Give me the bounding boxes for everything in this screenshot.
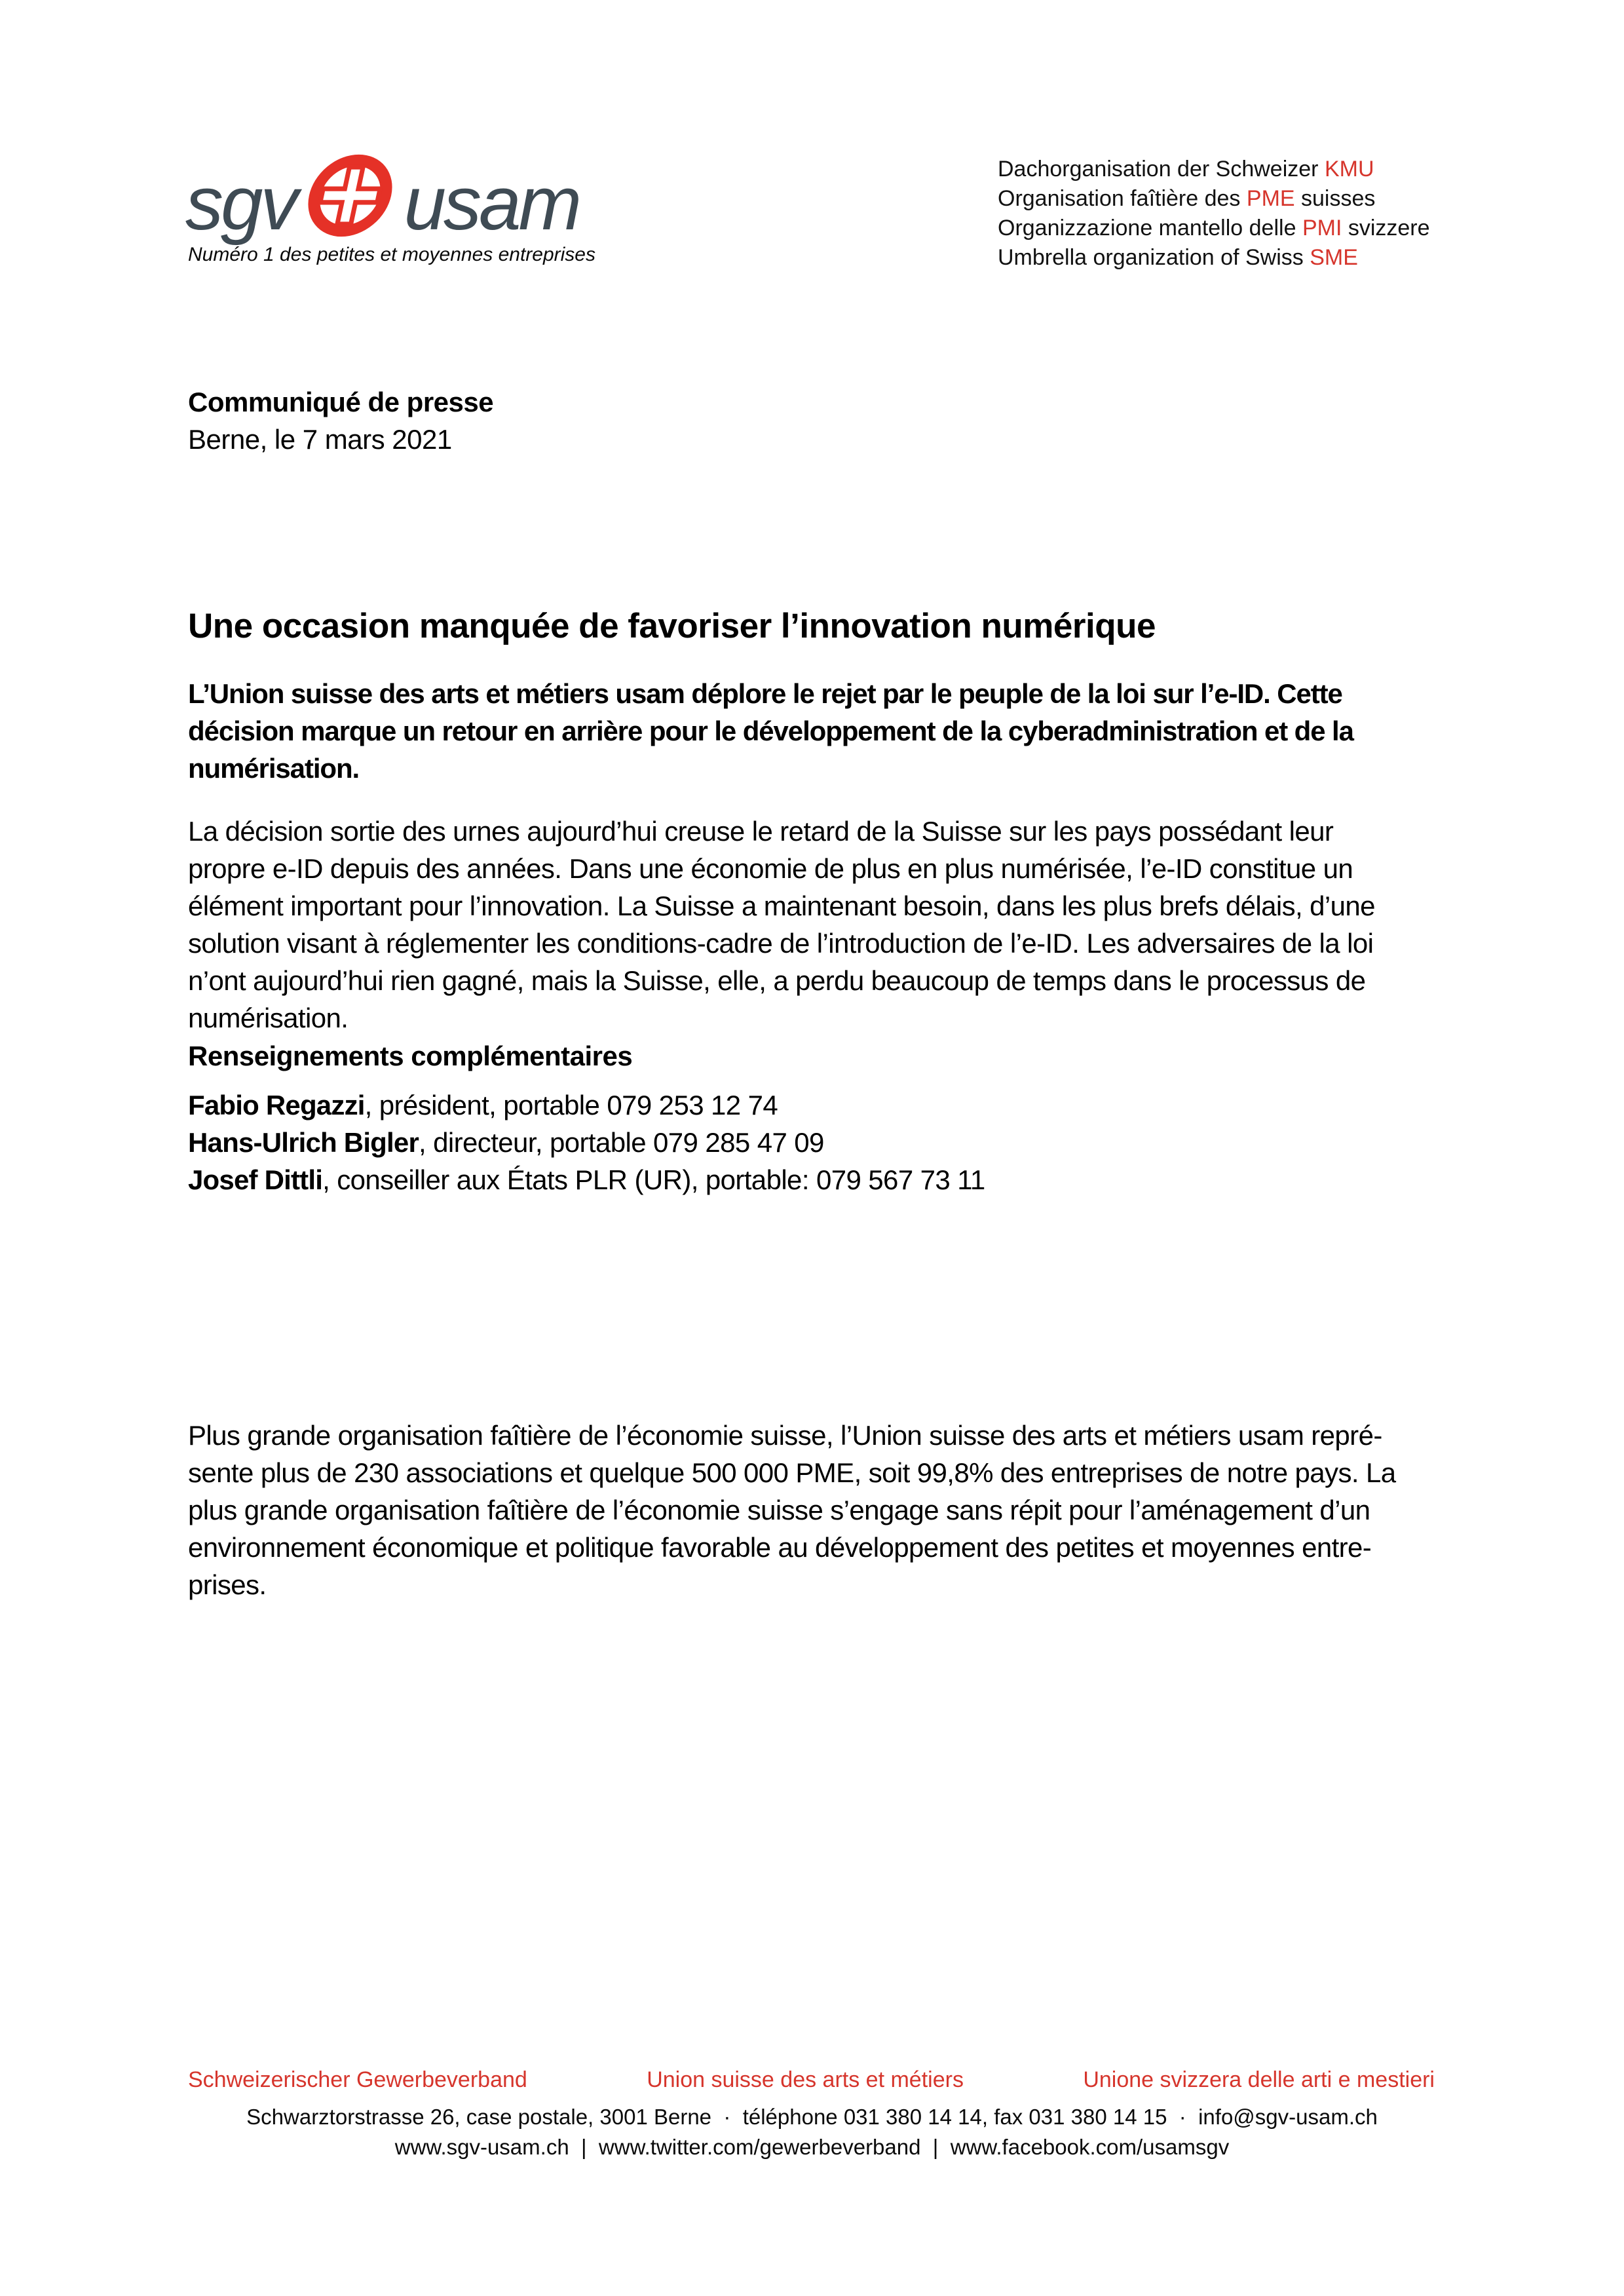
body-line: n’ont aujourd’hui rien gagné, mais la Suisse, elle, a perdu beaucoup de temps dans le processus de <box>188 965 1366 996</box>
contact-row <box>188 1161 985 1198</box>
boilerplate-line: plus grande organisation faîtière de l’économie suisse s’engage sans répit pour l’aménagement d’un <box>188 1495 1370 1525</box>
org-line-it <box>998 214 1430 243</box>
logo-sgv-text: sgv <box>185 160 296 246</box>
footer-web-links: www.sgv-usam.ch | www.twitter.com/gewerbeverband | www.facebook.com/usamsgv <box>394 2135 1230 2159</box>
org-line-text: svizzere <box>1342 216 1430 240</box>
doc-type: Communiqué de presse <box>188 387 494 417</box>
boilerplate-line: sente plus de 230 associations et quelque 500 000 PME, soit 99,8% des entreprises de notre pays. La <box>188 1457 1396 1488</box>
org-line-text: Organisation faîtière des <box>998 186 1247 211</box>
contact-details: , conseiller aux États PLR (UR), portable: 079 567 73 11 <box>322 1164 985 1195</box>
body-line: solution visant à réglementer les conditions-cadre de l’introduction de l’e-ID. Les adversaires de la loi <box>188 928 1374 959</box>
page-title: Une occasion manquée de favoriser l’innovation numérique <box>188 607 1156 645</box>
org-line-fr <box>998 184 1430 214</box>
meta-block <box>188 383 493 458</box>
contact-name: Hans-Ulrich Bigler <box>188 1127 419 1158</box>
body-line: élément important pour l’innovation. La Suisse a maintenant besoin, dans les plus brefs délais, d’une <box>188 890 1375 921</box>
contacts-list <box>188 1086 985 1198</box>
footer-org-names <box>188 2067 1435 2093</box>
body-line: propre e-ID depuis des années. Dans une économie de plus en plus numérisée, l’e-ID constitue un <box>188 853 1353 884</box>
boilerplate-paragraph <box>188 1417 1396 1603</box>
lead-line: L’Union suisse des arts et métiers usam déplore le rejet par le peuple de la loi sur l’e-ID. Cette <box>188 678 1342 709</box>
boilerplate-line: Plus grande organisation faîtière de l’économie suisse, l’Union suisse des arts et métiers usam repré- <box>188 1420 1382 1451</box>
org-acronym: SME <box>1310 245 1358 270</box>
org-line-text: Umbrella organization of Swiss <box>998 245 1310 270</box>
lead-paragraph <box>188 675 1353 787</box>
org-line-en <box>998 243 1430 273</box>
body-line: La décision sortie des urnes aujourd’hui creuse le retard de la Suisse sur les pays possédant leur <box>188 816 1334 847</box>
body-line: numérisation. <box>188 1003 349 1033</box>
footer-org-de: Schweizerischer Gewerbeverband <box>188 2067 527 2092</box>
contact-details: , président, portable 079 253 12 74 <box>364 1090 778 1120</box>
footer-org-fr: Union suisse des arts et métiers <box>647 2067 964 2092</box>
contacts-heading: Renseignements complémentaires <box>188 1041 633 1071</box>
contact-name: Fabio Regazzi <box>188 1090 365 1120</box>
body-paragraph <box>188 813 1375 1037</box>
org-line-text: suisses <box>1294 186 1376 211</box>
lead-line: décision marque un retour en arrière pour le développement de la cyberadministration et de la <box>188 716 1353 746</box>
logo-tagline: Numéro 1 des petites et moyennes entreprises <box>188 244 595 265</box>
boilerplate-line: environnement économique et politique favorable au développement des petites et moyennes entre- <box>188 1532 1372 1563</box>
footer-org-it: Unione svizzera delle arti e mestieri <box>1083 2067 1435 2092</box>
contact-row <box>188 1124 985 1161</box>
org-line-de <box>998 155 1430 184</box>
logo-usam-text: usam <box>404 160 580 246</box>
contact-name: Josef Dittli <box>188 1164 323 1195</box>
org-line-text: Organizzazione mantello delle <box>998 216 1302 240</box>
org-acronym: PME <box>1246 186 1295 211</box>
logo <box>185 145 579 260</box>
contact-details: , directeur, portable 079 285 47 09 <box>419 1127 824 1158</box>
org-line-text: Dachorganisation der Schweizer <box>998 157 1325 182</box>
org-acronym: PMI <box>1302 216 1342 240</box>
lead-line: numérisation. <box>188 753 360 784</box>
org-designations <box>998 155 1430 273</box>
org-acronym: KMU <box>1324 157 1374 182</box>
boilerplate-line: prises. <box>188 1569 267 1600</box>
dateline: Berne, le 7 mars 2021 <box>188 424 452 455</box>
footer-address: Schwarztorstrasse 26, case postale, 3001 Berne · téléphone 031 380 14 14, fax 031 380 14 15 · info@sgv-usam.ch <box>246 2105 1378 2129</box>
contact-row <box>188 1086 985 1124</box>
